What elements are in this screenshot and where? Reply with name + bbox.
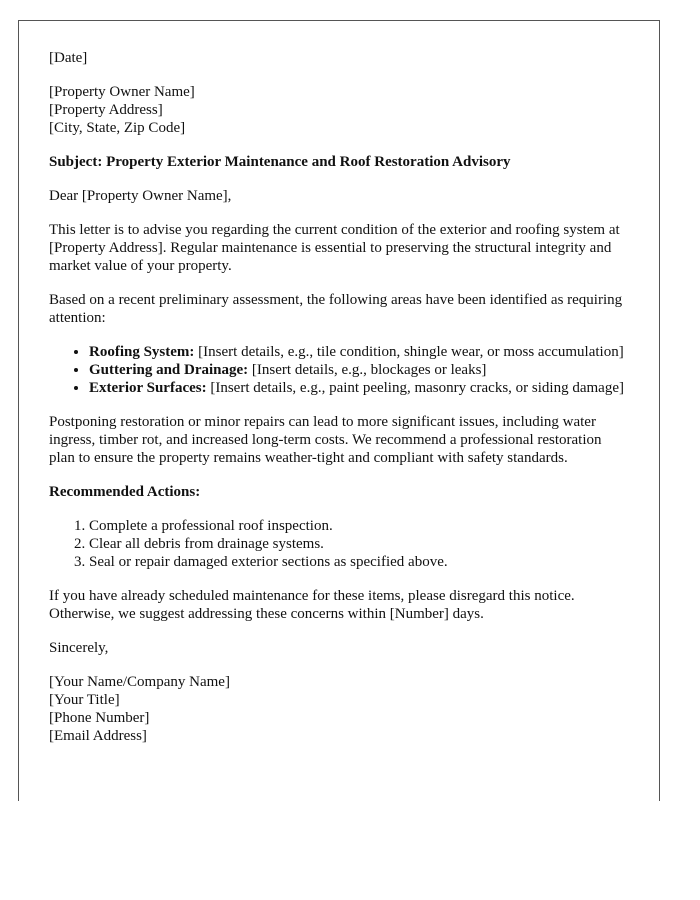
issue-label: Exterior Surfaces:: [89, 380, 207, 396]
sender-phone: [Phone Number]: [49, 710, 150, 726]
action-item: 2. Clear all debris from drainage systems.: [89, 535, 631, 553]
issue-label: Guttering and Drainage:: [89, 362, 249, 378]
sender-name: [Your Name/Company Name]: [49, 674, 230, 690]
issue-item-guttering: [89, 361, 631, 379]
recipient-city-state-zip: [City, State, Zip Code]: [49, 120, 186, 136]
issues-list: [49, 343, 631, 397]
letter-date: [Date]: [49, 50, 88, 66]
intro-paragraph: This letter is to advise you regarding the current condition of the exterior and roofing system at [Property Address]. Regular maintenance is essential to preserving the structural integrity and market value of your property.: [49, 222, 620, 274]
postponing-paragraph: Postponing restoration or minor repairs can lead to more significant issues, including water ingress, timber rot, and increased long-term costs. We recommend a professional restoration plan to ensure the property remains weather-tight and compliant with safety standards.: [49, 414, 602, 466]
signature-block: [49, 673, 631, 745]
recipient-address-block: [49, 83, 631, 137]
salutation: Dear [Property Owner Name],: [49, 188, 232, 204]
sender-email: [Email Address]: [49, 728, 147, 744]
issue-details: [Insert details, e.g., tile condition, shingle wear, or moss accumulation]: [194, 344, 624, 360]
sender-title: [Your Title]: [49, 692, 120, 708]
issue-details: [Insert details, e.g., blockages or leaks]: [248, 362, 487, 378]
issue-item-roofing: [89, 343, 631, 361]
assessment-paragraph: Based on a recent preliminary assessment, the following areas have been identified as requiring attention:: [49, 292, 623, 326]
action-item: 1. Complete a professional roof inspection.: [89, 517, 631, 535]
disregard-paragraph: If you have already scheduled maintenance for these items, please disregard this notice. Otherwise, we suggest addressing these concerns within [Number] days.: [49, 588, 575, 622]
actions-heading: Recommended Actions:: [49, 484, 201, 500]
closing: Sincerely,: [49, 640, 109, 656]
issue-details: [Insert details, e.g., paint peeling, masonry cracks, or siding damage]: [206, 380, 624, 396]
issue-label: Roofing System:: [89, 344, 195, 360]
letter-subject: Subject: Property Exterior Maintenance and Roof Restoration Advisory: [49, 154, 511, 170]
issue-item-exterior: [89, 379, 631, 397]
recipient-address: [Property Address]: [49, 102, 163, 118]
action-item: 3. Seal or repair damaged exterior sections as specified above.: [89, 553, 631, 571]
recipient-name: [Property Owner Name]: [49, 84, 195, 100]
actions-list: [49, 517, 631, 571]
letter-page: [18, 20, 660, 801]
